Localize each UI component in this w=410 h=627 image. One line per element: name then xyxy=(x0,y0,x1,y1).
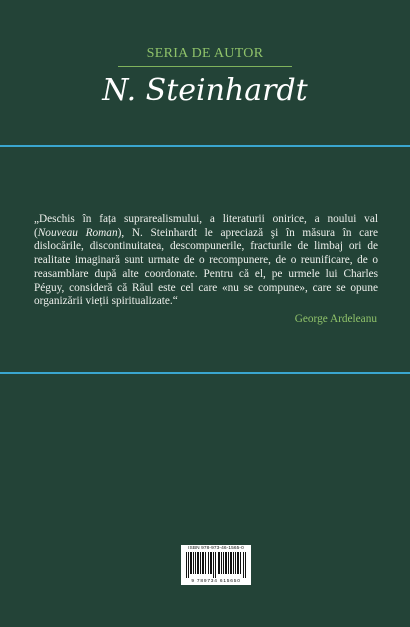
series-label: SERIA DE AUTOR xyxy=(146,46,264,61)
bottom-divider-line xyxy=(0,372,410,374)
barcode-bars xyxy=(185,552,247,578)
isbn-barcode xyxy=(181,545,251,585)
author-name: N. Steinhardt xyxy=(102,73,308,108)
quote-text xyxy=(34,213,378,309)
isbn-text: ISBN 978-973-46-1565-0 xyxy=(188,546,244,551)
author-signature xyxy=(0,62,410,118)
barcode-digits: 9 789734 615650 xyxy=(191,579,241,584)
quote-text-part2: ), N. Steinhardt le apreciază şi în măsura în care dislocările, discontinuitatea, descompunerile, fracturile de limbaj ori de realitate imaginară sunt urmate de o recompunere, de o reunificare, de o reasamblare după alte coordonate. Pentru că el, pe urmele lui Charles Péguy, consideră că Răul este cel care «nu se compune», care se opune organizării vieții spiritualizate.“ xyxy=(34,226,378,308)
quote-text-part1: „Deschis în fața suprarealismului, a literaturii onirice, a noului val ( xyxy=(34,213,378,239)
quote-attribution: George Ardeleanu xyxy=(294,313,377,325)
quote-text-italic: Nouveau Roman xyxy=(37,226,118,239)
top-divider-line xyxy=(0,145,410,147)
